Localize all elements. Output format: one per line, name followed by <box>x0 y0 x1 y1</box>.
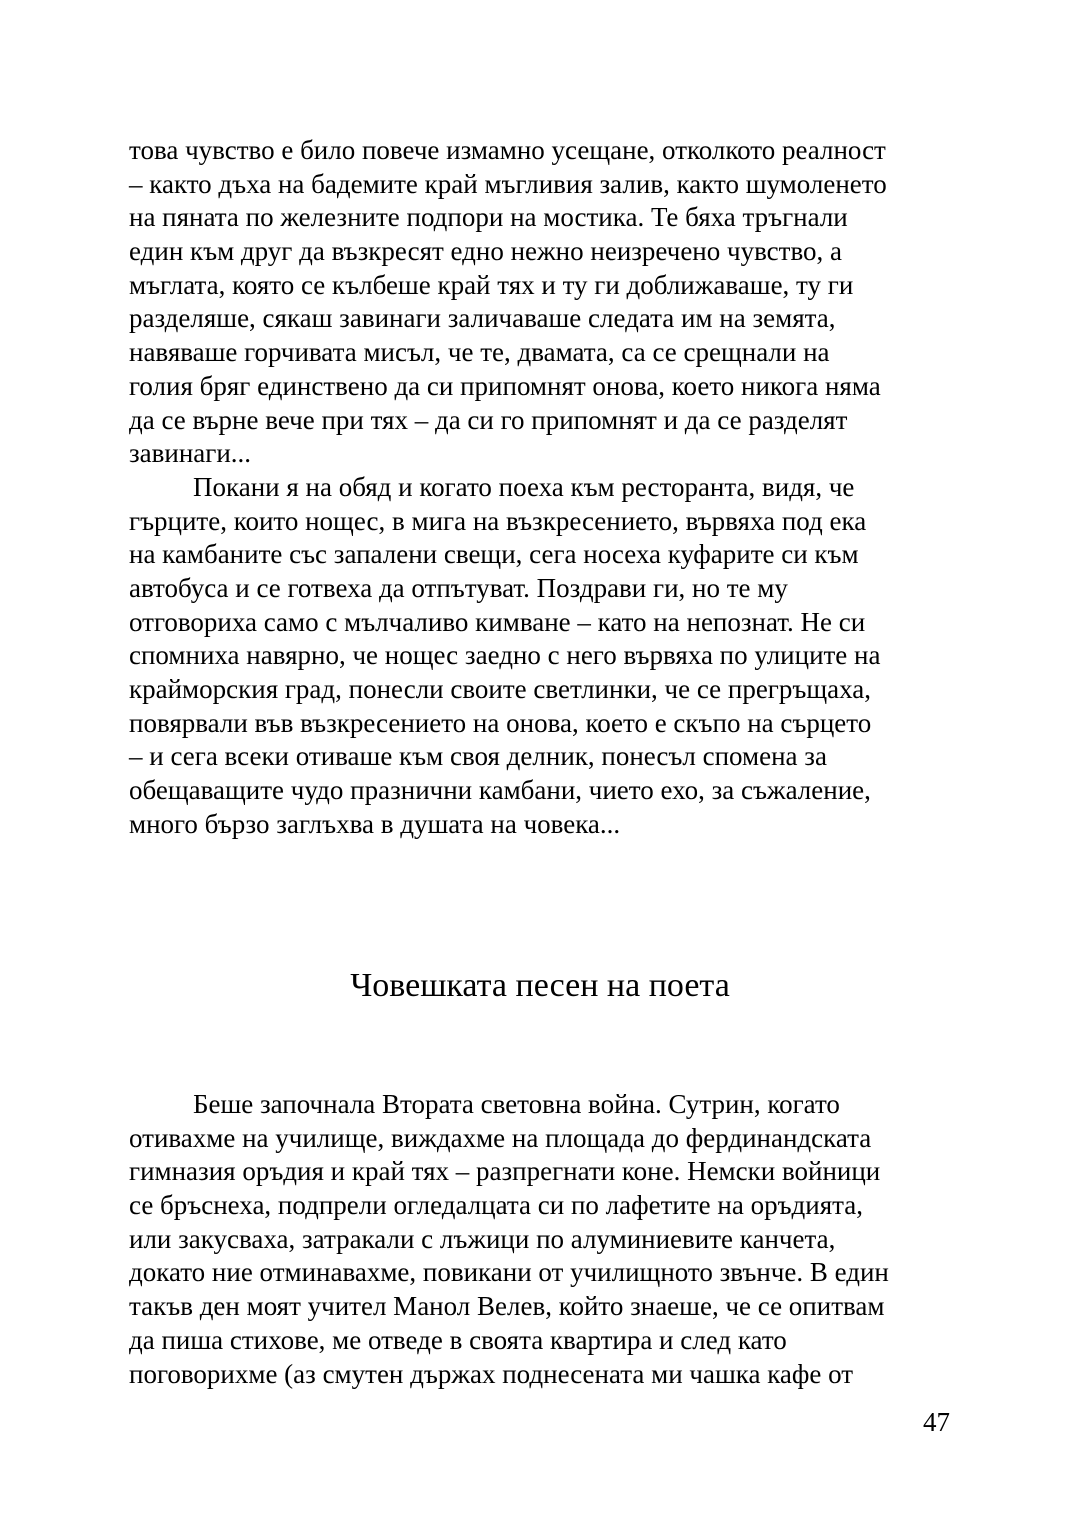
text-line: или закусваха, затракали с лъжици по алуминиевите канчета, <box>129 1223 836 1254</box>
text-line: автобуса и се готвеха да отпътуват. Поздрави ги, но те му <box>129 572 788 603</box>
text-line: да пиша стихове, ме отведе в своята квартира и след като <box>129 1324 787 1355</box>
section-heading: Човешката песен на поета <box>350 967 730 1004</box>
text-line: обещаващите чудо празнични камбани, чието ехо, за съжаление, <box>129 775 871 806</box>
text-line: поговорихме (аз смутен държах поднесената ми чашка кафе от <box>129 1358 854 1389</box>
text-line: на камбаните със запалени свещи, сега носеха куфарите си към <box>129 539 859 570</box>
text-line: един към друг да възкресят едно нежно неизречено чувство, а <box>129 236 843 267</box>
text-line: докато ние отминавахме, повикани от училищното звънче. В един <box>129 1257 889 1288</box>
text-line: мъглата, която се кълбеше край тях и ту ги доближаваше, ту ги <box>129 269 854 300</box>
text-line: такъв ден моят учител Манол Велев, който знаеше, че се опитвам <box>129 1291 885 1322</box>
text-line: Покани я на обяд и когато поеха към ресторанта, видя, че <box>193 471 855 502</box>
text-line: крайморския град, понесли своите светлинки, че се прегръщаха, <box>129 674 871 704</box>
text-line: Беше започнала Втората световна война. Сутрин, когато <box>193 1089 840 1119</box>
text-line: завинаги... <box>129 438 252 469</box>
text-line: на пяната по железните подпори на мостика. Те бяха тръгнали <box>129 202 848 233</box>
text-line: да се върне вече при тях – да си го припомнят и да се разделят <box>129 404 848 435</box>
text-line: отивахме на училище, виждахме на площада до фердинандската <box>129 1122 872 1153</box>
text-line: повярвали във възкресението на онова, което е скъпо на сърцето <box>129 707 872 738</box>
text-line: отговориха само с мълчаливо кимване – като на непознат. Не си <box>129 606 866 637</box>
text-line: голия бряг единствено да си припомнят онова, което никога няма <box>129 370 881 401</box>
paragraph <box>129 471 961 842</box>
body-text-upper <box>129 134 961 841</box>
text-line: спомниха навярно, че нощес заедно с него вървяха по улиците на <box>129 640 881 671</box>
text-line: това чувство е било повече измамно усещане, отколкото реалност <box>129 135 886 165</box>
text-line: – както дъха на бадемите край мъгливия залив, както шумоленето <box>129 168 887 199</box>
text-line: се бръснеха, подпрели огледалцата си по лафетите на оръдията, <box>129 1190 863 1221</box>
paragraph-continuation <box>129 134 961 471</box>
text-line: разделяше, сякаш завинаги заличаваше следата им на земята, <box>129 303 836 334</box>
text-line: много бързо заглъхва в душата на човека... <box>129 808 621 839</box>
body-text-lower <box>129 1088 961 1391</box>
text-line: – и сега всеки отиваше към своя делник, понесъл спомена за <box>129 741 827 772</box>
text-line: навяваше горчивата мисъл, че те, двамата, са се срещнали на <box>129 337 830 368</box>
text-line: гърците, които нощес, в мига на възкресението, вървяха под ека <box>129 505 867 536</box>
text-line: гимназия оръдия и край тях – разпрегнати коне. Немски войници <box>129 1156 881 1187</box>
paragraph <box>129 1088 961 1391</box>
page-number: 47 <box>923 1407 950 1437</box>
